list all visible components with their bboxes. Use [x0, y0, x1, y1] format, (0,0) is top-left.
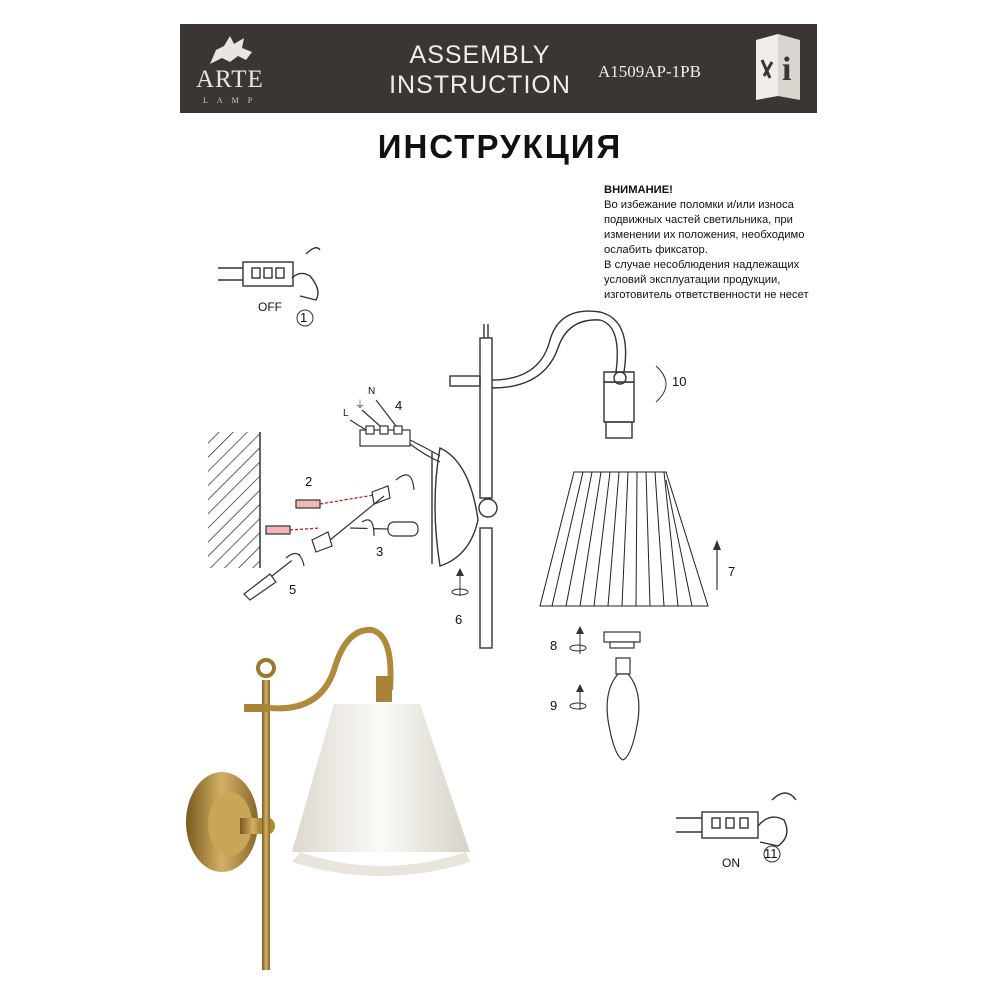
warning-line: подвижных частей светильника, при — [604, 214, 793, 226]
step-number-6: 6 — [455, 612, 463, 627]
shade-lineart — [540, 472, 708, 606]
assembly-heading: ASSEMBLY INSTRUCTION — [389, 41, 571, 99]
model-number: A1509AP-1PB — [598, 62, 701, 81]
warning-line: Во избежание поломки и/или износа — [604, 199, 794, 211]
lamp-photo — [186, 630, 470, 970]
step-number-1: 1 — [300, 310, 308, 325]
step-number-2: 2 — [305, 474, 313, 489]
warning-line: изготовитель ответственности не несет — [604, 289, 809, 301]
switch-off-label: OFF — [258, 300, 282, 314]
warning-heading: ВНИМАНИЕ! — [604, 184, 673, 196]
step-number-9: 9 — [550, 698, 558, 713]
brand-subtitle: LAMP — [203, 96, 262, 105]
wire-label-earth: ⏚ — [355, 400, 365, 411]
step-number-10: 10 — [672, 374, 687, 389]
step-number-5: 5 — [289, 582, 297, 597]
warning-line: условий эксплуатации продукции, — [604, 274, 781, 286]
switch-off-icon — [218, 248, 320, 300]
warning-line: В случае несоблюдения надлежащих — [604, 259, 800, 271]
step-number-3: 3 — [376, 544, 384, 559]
step-number-11: 11 — [764, 846, 778, 861]
switch-on-label: ON — [722, 856, 740, 870]
wall-hatch — [208, 432, 260, 568]
wire-label-live: L — [343, 408, 349, 419]
switch-on-icon — [676, 793, 796, 846]
svg-text:i: i — [782, 51, 792, 88]
wire-label-neutral: N — [368, 386, 376, 397]
warning-line: изменении их положения, необходимо — [604, 229, 805, 241]
step-number-4: 4 — [395, 398, 403, 413]
page-title: ИНСТРУКЦИЯ — [377, 128, 623, 165]
brand-name: ARTE — [196, 66, 264, 93]
step-number-7: 7 — [728, 564, 736, 579]
step-number-8: 8 — [550, 638, 558, 653]
warning-line: ослабить фиксатор. — [604, 244, 708, 256]
